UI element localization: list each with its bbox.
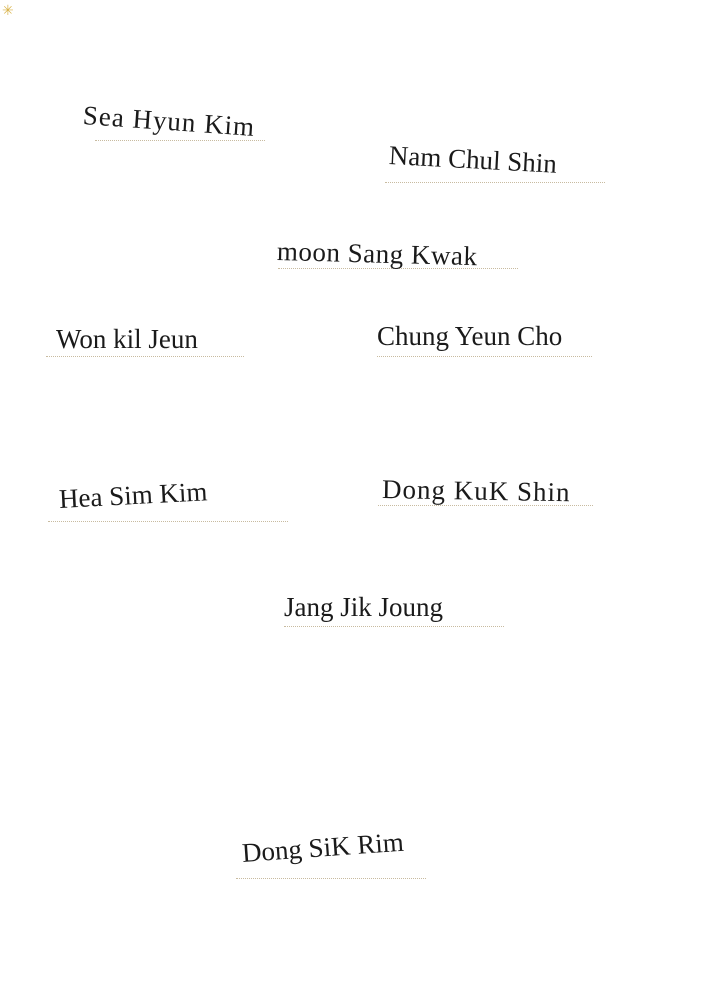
stamp-speck-icon: ✳ <box>2 3 14 19</box>
name-label: moon Sang Kwak <box>276 236 478 272</box>
name-underline <box>48 521 288 522</box>
name-underline <box>236 878 426 879</box>
name-underline <box>377 356 592 357</box>
name-label: Sea Hyun Kim <box>81 100 257 142</box>
name-label: Jang Jik Joung <box>284 592 444 622</box>
name-label: Dong KuK Shin <box>381 474 571 508</box>
name-label: Chung Yeun Cho <box>377 321 563 351</box>
name-label: Won kil Jeun <box>56 324 198 354</box>
name-label: Nam Chul Shin <box>388 140 558 179</box>
name-underline <box>385 182 605 183</box>
name-underline <box>284 626 504 627</box>
name-underline <box>46 356 244 357</box>
name-label: Hea Sim Kim <box>58 476 209 514</box>
name-label: Dong SiK Rim <box>240 826 405 868</box>
